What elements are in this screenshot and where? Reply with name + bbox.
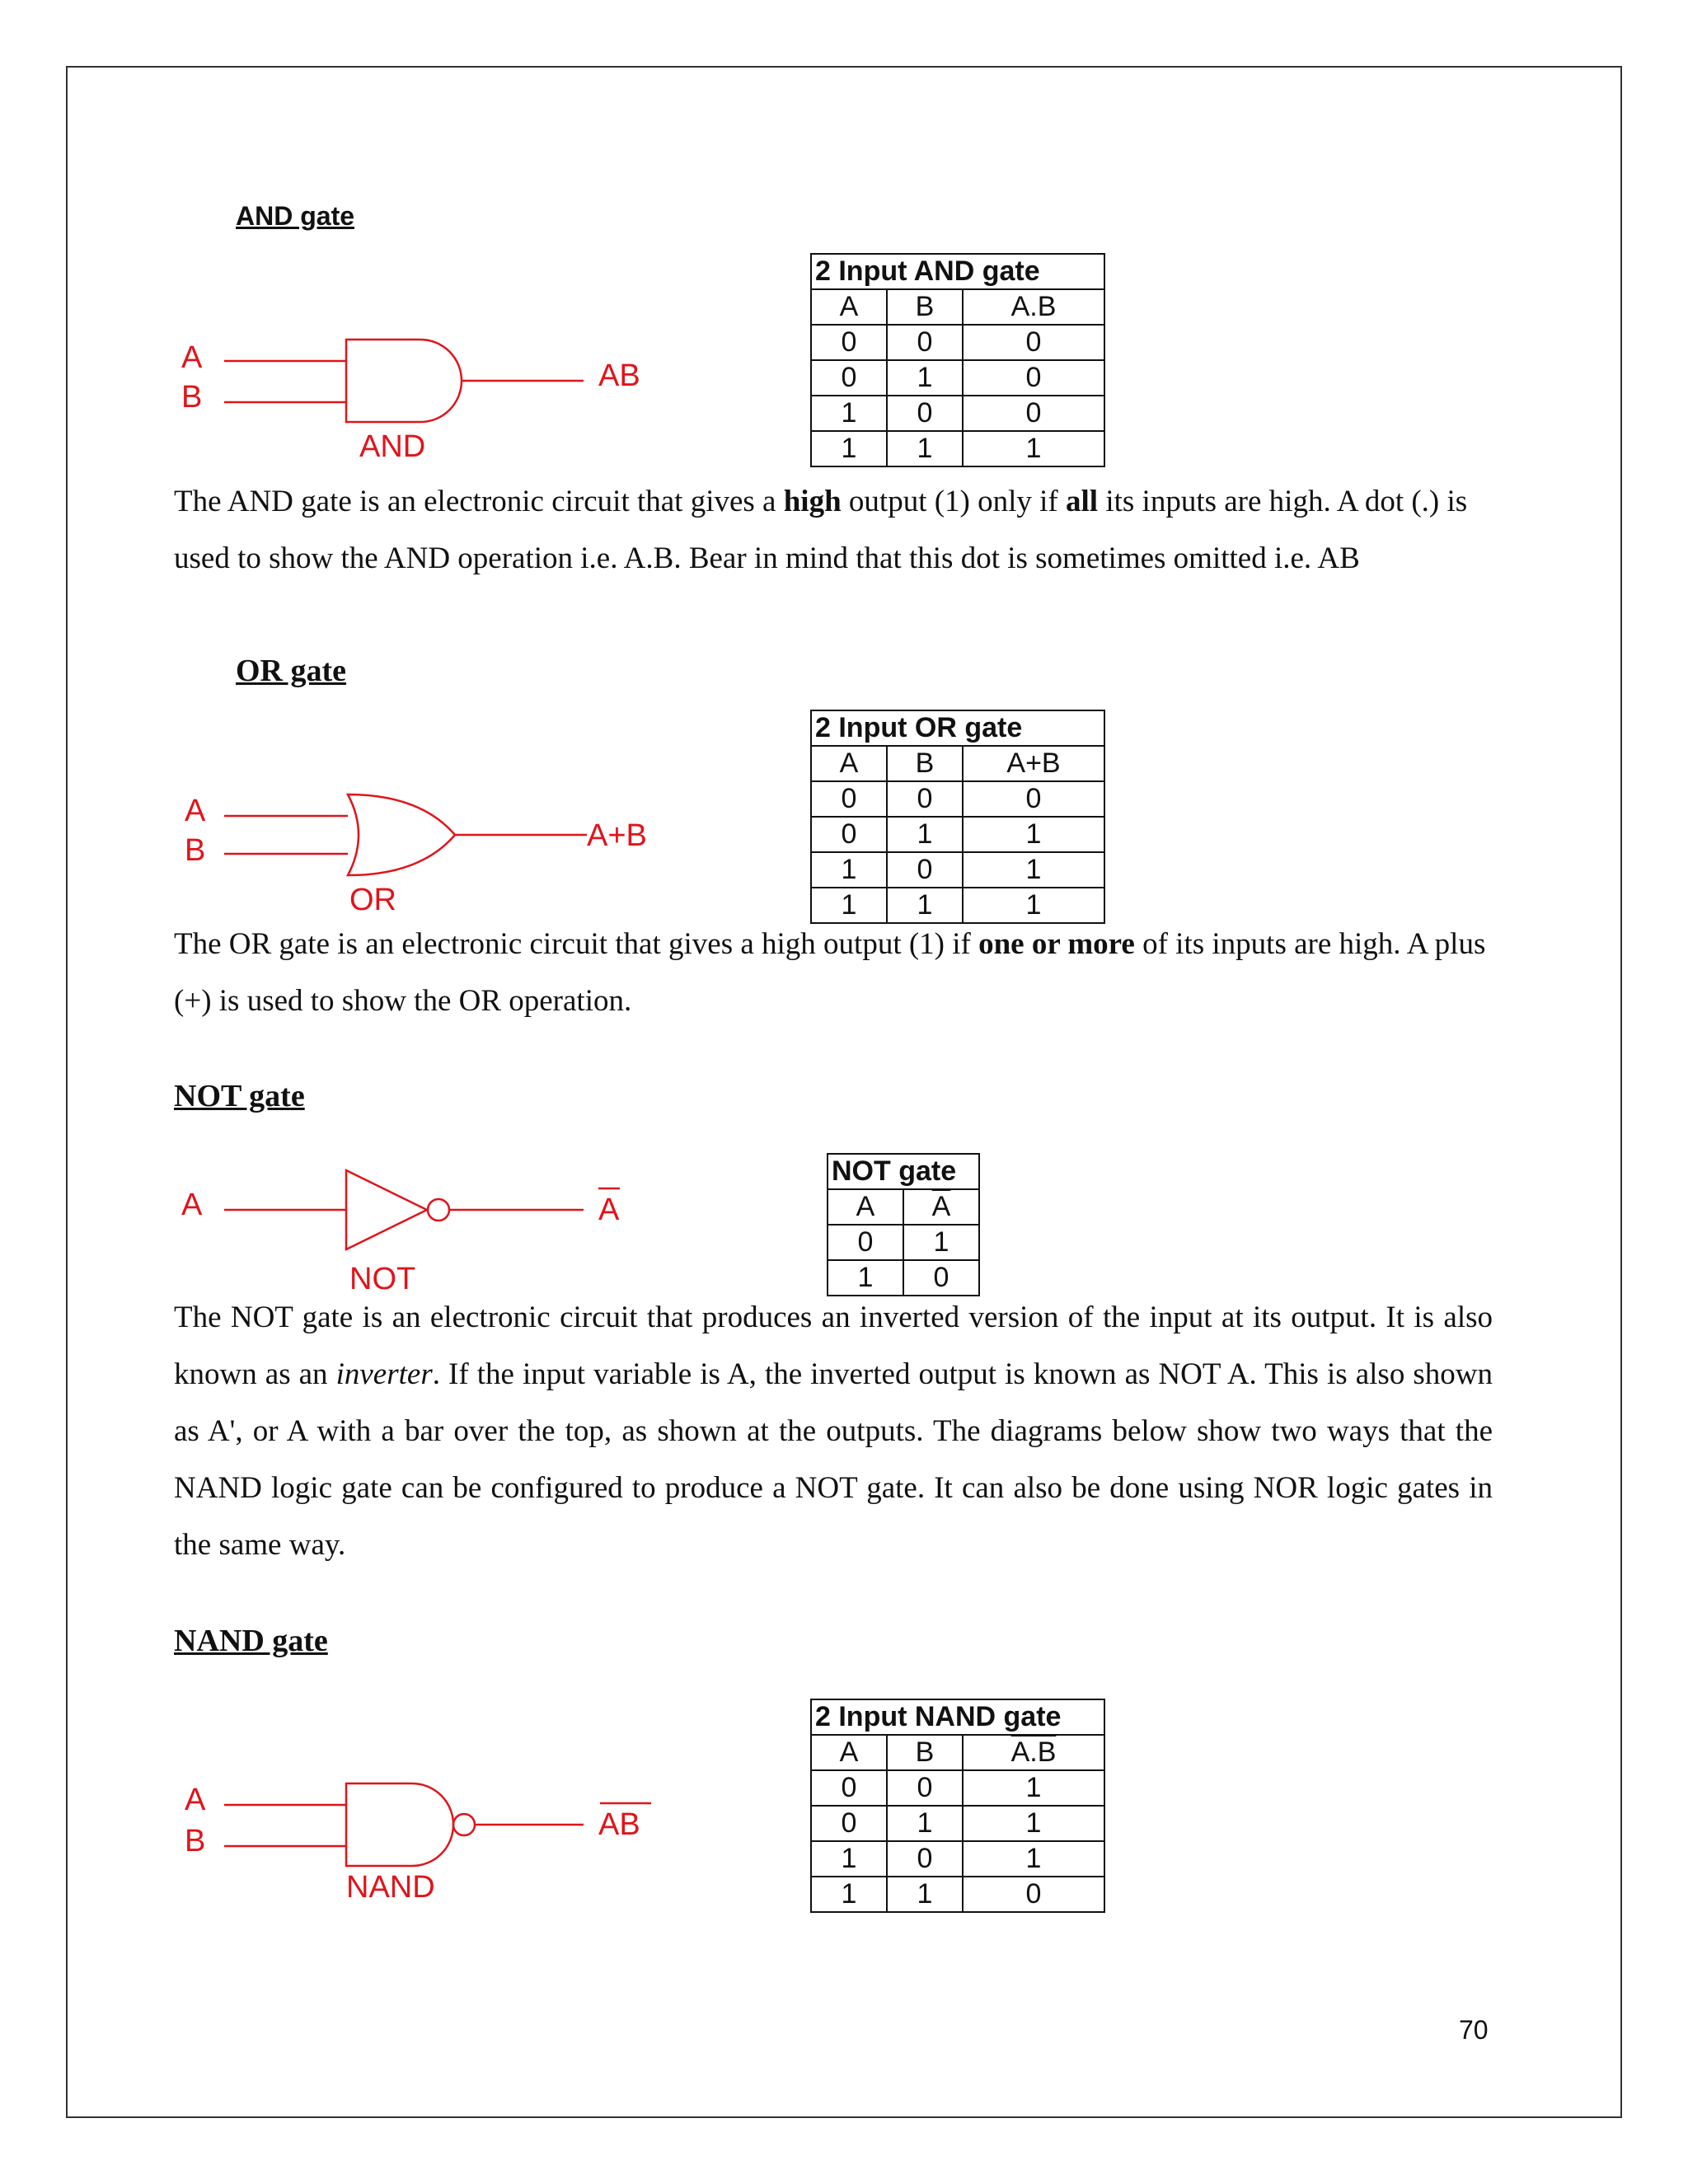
or-input-a-label: A bbox=[185, 794, 206, 828]
or-output-label: A+B bbox=[587, 818, 647, 853]
table-row: 1 0 0 bbox=[811, 396, 1104, 431]
page-number: 70 bbox=[1459, 2015, 1489, 2045]
not-gate-description: The NOT gate is an electronic circuit that produces an inverted version of the input at its output. It is also known as an inverter. If the input variable is A, the inverted output is known as NOT A. This is also shown as A', or A with a bar over the top, as shown at the outputs. The diagrams below show two ways that the NAND logic gate can be configured to produce a NOT gate. It can also be done using NOR logic gates in the same way. bbox=[174, 1301, 1493, 1562]
and-output-label: AB bbox=[598, 359, 640, 393]
and-truth-table bbox=[810, 253, 1105, 467]
table-row: 0 1 0 bbox=[811, 360, 1104, 396]
not-input-a-label: A bbox=[181, 1188, 203, 1222]
not-gate-name: NOT bbox=[349, 1262, 416, 1296]
nand-header-b: B bbox=[887, 1735, 963, 1770]
or-gate-name: OR bbox=[349, 883, 396, 917]
or-gate-symbol bbox=[348, 794, 455, 875]
not-truth-table bbox=[827, 1153, 980, 1296]
table-row: 1 0 1 bbox=[811, 1841, 1104, 1877]
table-row: 1 0 bbox=[828, 1260, 979, 1296]
not-gate-symbol bbox=[346, 1170, 427, 1249]
not-gate-heading: NOT gate bbox=[174, 1079, 305, 1113]
or-gate-description: The OR gate is an electronic circuit that gives a high output (1) if one or more of its inputs are high. A plus (+) is used to show the OR operation. bbox=[174, 927, 1486, 1018]
table-row: 0 0 0 bbox=[811, 325, 1104, 360]
table-row: 1 0 1 bbox=[811, 852, 1104, 888]
or-gate-diagram bbox=[165, 783, 676, 923]
and-header-b: B bbox=[887, 289, 963, 325]
table-row: 0 1 1 bbox=[811, 817, 1104, 852]
nand-table-caption: 2 Input NAND gate bbox=[811, 1699, 1104, 1735]
or-header-a: A bbox=[811, 746, 887, 781]
nand-gate-name: NAND bbox=[346, 1870, 435, 1905]
table-row: 1 1 1 bbox=[811, 431, 1104, 466]
nand-input-a-label: A bbox=[185, 1783, 206, 1817]
and-header-out: A.B bbox=[963, 289, 1104, 325]
not-header-out: $\overline{A}$ bbox=[903, 1189, 979, 1225]
not-header-a: A bbox=[828, 1189, 903, 1225]
table-row: 1 1 0 bbox=[811, 1877, 1104, 1912]
nand-truth-table bbox=[810, 1699, 1105, 1913]
and-gate-heading: AND gate bbox=[236, 201, 355, 231]
and-input-a-label: A bbox=[181, 340, 203, 375]
and-input-b-label: B bbox=[181, 380, 203, 415]
or-input-b-label: B bbox=[185, 833, 206, 868]
and-gate-diagram bbox=[165, 328, 676, 468]
nand-output-label: AB bbox=[598, 1807, 640, 1842]
or-gate-heading: OR gate bbox=[236, 654, 347, 688]
or-header-out: A+B bbox=[963, 746, 1104, 781]
not-inversion-bubble bbox=[428, 1199, 449, 1221]
nand-gate-heading: NAND gate bbox=[174, 1624, 328, 1658]
table-row: 1 1 1 bbox=[811, 888, 1104, 923]
nand-inversion-bubble bbox=[453, 1814, 475, 1835]
and-table-caption: 2 Input AND gate bbox=[811, 254, 1104, 289]
not-gate-diagram bbox=[165, 1162, 676, 1302]
nand-gate-symbol bbox=[346, 1783, 453, 1866]
nand-header-out: A.B bbox=[963, 1735, 1104, 1770]
and-gate-description: The AND gate is an electronic circuit that gives a high output (1) only if all its inputs are high. A dot (.) is used to show the AND operation i.e. A.B. Bear in mind that this dot is sometimes omitted i.e. AB bbox=[174, 485, 1468, 575]
or-header-b: B bbox=[887, 746, 963, 781]
and-header-a: A bbox=[811, 289, 887, 325]
or-table-caption: 2 Input OR gate bbox=[811, 710, 1104, 746]
nand-gate-diagram bbox=[165, 1772, 676, 1912]
not-table-caption: NOT gate bbox=[828, 1154, 979, 1189]
and-gate-symbol bbox=[346, 340, 462, 422]
not-output-label: A bbox=[598, 1193, 620, 1227]
nand-input-b-label: B bbox=[185, 1824, 206, 1858]
and-gate-name: AND bbox=[359, 429, 426, 464]
table-row: 0 0 0 bbox=[811, 781, 1104, 817]
table-row: 0 1 1 bbox=[811, 1806, 1104, 1841]
table-row: 0 0 1 bbox=[811, 1770, 1104, 1806]
table-row: 0 1 bbox=[828, 1225, 979, 1260]
nand-header-a: A bbox=[811, 1735, 887, 1770]
or-truth-table bbox=[810, 710, 1105, 924]
